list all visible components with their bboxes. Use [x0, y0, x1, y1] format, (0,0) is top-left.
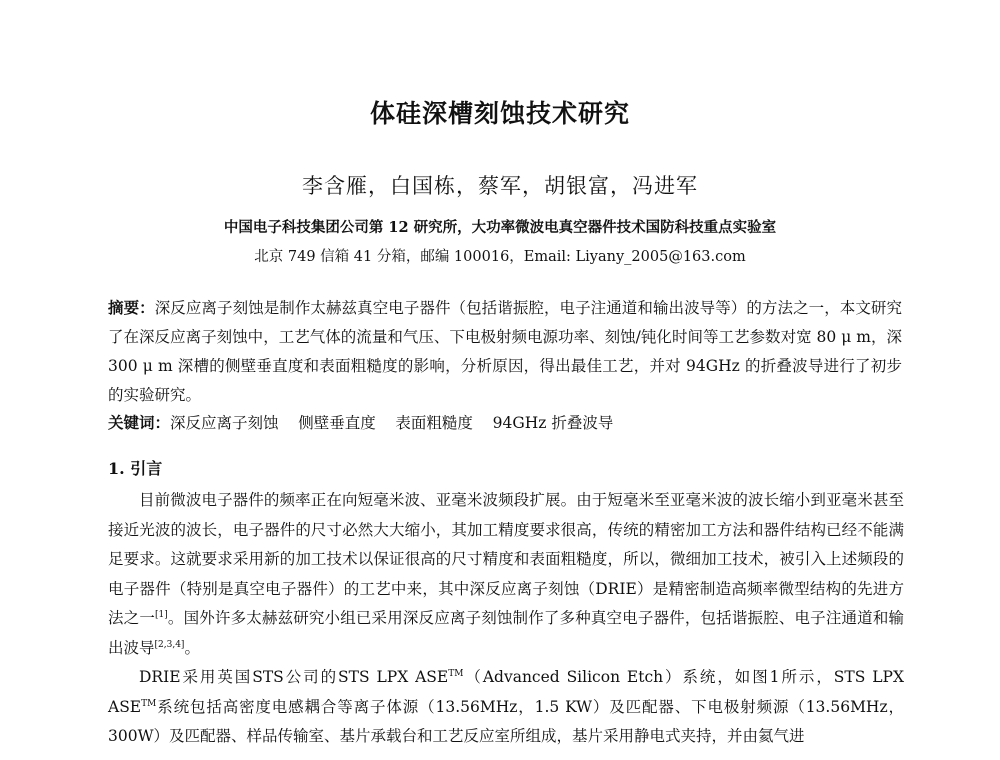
author-list: 李含雁，白国栋，蔡军，胡银富，冯进军	[302, 174, 698, 198]
keywords-text: 深反应离子刻蚀 侧壁垂直度 表面粗糙度 94GHz 折叠波导	[170, 414, 614, 432]
abstract-label: 摘要：	[108, 298, 155, 317]
paragraph-2: DRIE采用英国STS公司的STS LPX ASE™（Advanced Silicon Etch）系统，如图1所示，STS LPX ASE™系统包括高密度电感耦合等离子体源（13.56MHz，1.5 KW）及匹配器、下电极射频源（13.56MHz，300W）及匹配器、样品传输室、基片承载台和工艺反应室所组成，基片采用静电式夹持，并由氦气进	[108, 668, 904, 745]
trademark-mark: TM	[448, 668, 464, 679]
abstract-text: 深反应离子刻蚀是制作太赫兹真空电子器件（包括谐振腔，电子注通道和输出波导等）的方法之一，本文研究了在深反应离子刻蚀中，工艺气体的流量和气压、下电极射频电源功率、刻蚀/钝化时间等工艺参数对宽 80 μ m，深 300 μ m 深槽的侧壁垂直度和表面粗糙度的影响，分析原因，得出最佳工艺，并对 94GHz 的折叠波导进行了初步的实验研究。	[108, 299, 902, 404]
body-text	[108, 486, 904, 752]
abstract	[108, 293, 902, 410]
keywords-label: 关键词：	[108, 413, 171, 432]
trademark-mark: TM	[141, 698, 157, 709]
citation: [1]	[155, 609, 168, 620]
affiliation-line-2: 北京 749 信箱 41 分箱，邮编 100016，Email: Liyany_2005@163.com	[254, 249, 746, 265]
citation: [2,3,4]	[154, 639, 185, 650]
affiliation-line-1: 中国电子科技集团公司第 12 研究所，大功率微波电真空器件技术国防科技重点实验室	[223, 219, 777, 236]
keywords	[108, 408, 902, 438]
section-heading: 1. 引言	[108, 459, 163, 478]
paper-title: 体硅深槽刻蚀技术研究	[369, 99, 630, 128]
paragraph-1: 目前微波电子器件的频率正在向短毫米波、亚毫米波频段扩展。由于短毫米至亚毫米波的波长缩小到亚毫米甚至接近光波的波长，电子器件的尺寸必然大大缩小，其加工精度要求很高，传统的精密加工方法和器件结构已经不能满足要求。这就要求采用新的加工技术以保证很高的尺寸精度和表面粗糙度，所以，微细加工技术，被引入上述频段的电子器件（特别是真空电子器件）的工艺中来，其中深反应离子刻蚀（DRIE）是精密制造高频率微型结构的先进方法之一[1]。国外许多太赫兹研究小组已采用深反应离子刻蚀制作了多种真空电子器件，包括谐振腔、电子注通道和输出波导[2,3,4]。	[108, 491, 904, 657]
